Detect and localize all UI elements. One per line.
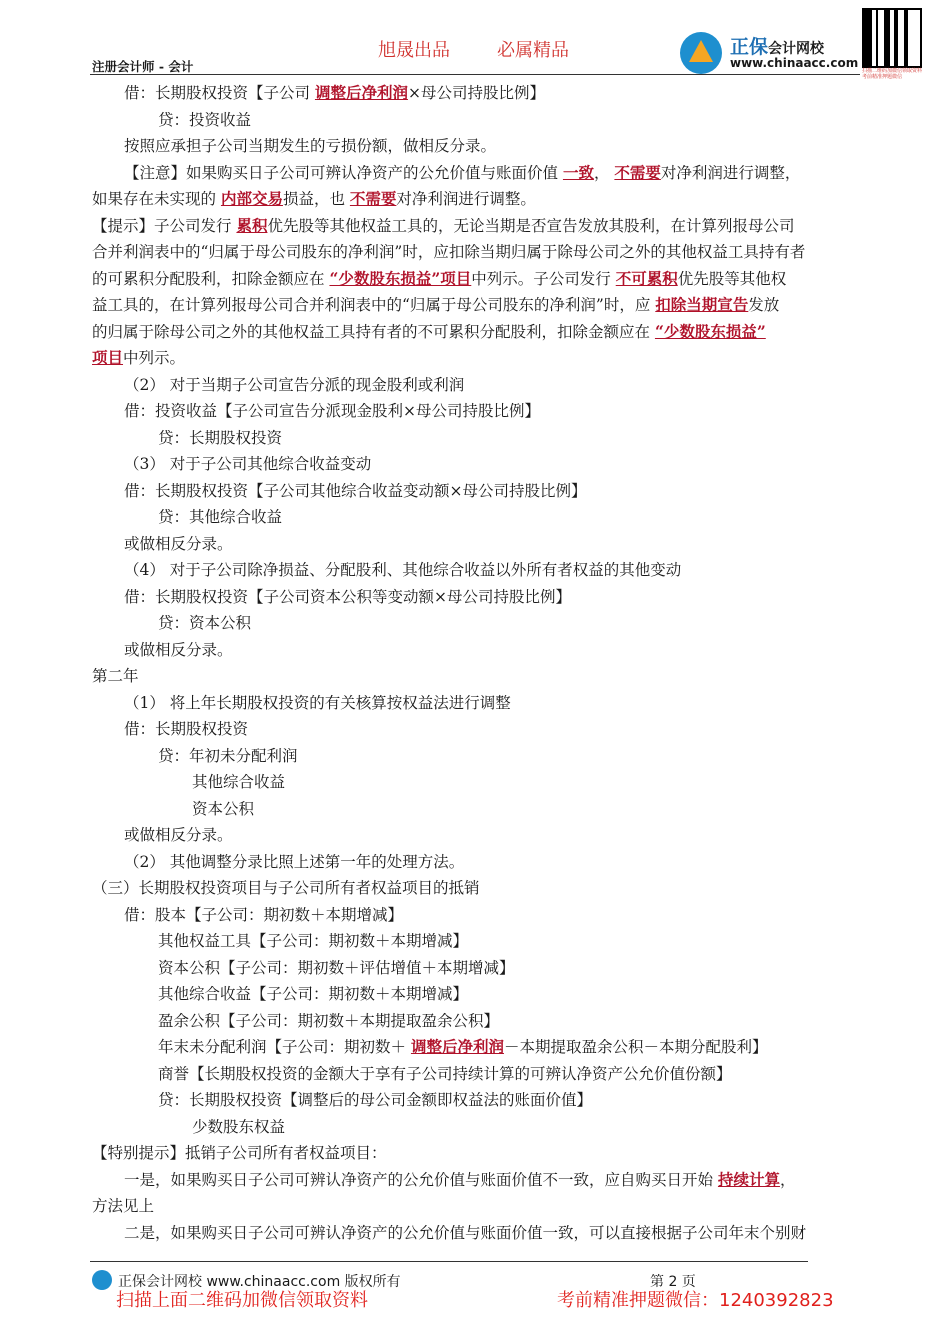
text-segment: 借：长期股权投资【子公司资本公积等变动额×母公司持股比例】	[124, 587, 571, 606]
logo-icon	[680, 32, 722, 74]
text-line	[92, 504, 862, 531]
text-line	[92, 796, 862, 823]
highlighted-term: “少数股东损益”	[654, 321, 766, 341]
text-line	[92, 531, 862, 558]
text-segment: 优先股等其他权	[677, 269, 787, 288]
text-segment: 对净利润进行调整，	[660, 163, 801, 182]
text-segment: 商誉【长期股权投资的金额大于享有子公司持续计算的可辨认净资产公允价值份额】	[158, 1064, 732, 1083]
footer-copyright: 正保会计网校 www.chinaacc.com 版权所有	[118, 1274, 401, 1290]
text-segment: 优先股等其他权益工具的，无论当期是否宣告发放其股利，在计算列报母公司	[267, 216, 795, 235]
text-segment: （3） 对于子公司其他综合收益变动	[124, 455, 372, 473]
text-segment: 损益，也	[282, 190, 350, 208]
text-line	[92, 875, 862, 902]
text-line	[92, 1140, 862, 1167]
logo-name: 正保会计网校	[730, 36, 825, 58]
text-segment: 贷：长期股权投资【调整后的母公司金额即权益法的账面价值】	[158, 1091, 593, 1109]
text-segment: 或做相反分录。	[124, 826, 233, 844]
text-line	[92, 1061, 862, 1088]
text-line	[92, 372, 862, 399]
text-segment: 或做相反分录。	[124, 534, 233, 553]
text-line	[92, 1167, 862, 1194]
text-line	[92, 319, 862, 346]
footer-logo-icon	[92, 1270, 112, 1290]
text-line	[92, 743, 862, 770]
highlighted-term: “少数股东损益”项目	[329, 268, 472, 288]
text-segment: 益工具的，在计算列报母公司合并利润表中的“归属于母公司股东的净利润”时，应	[92, 296, 656, 314]
text-line	[92, 266, 862, 293]
text-line	[92, 425, 862, 452]
text-line	[92, 239, 862, 266]
text-segment: 借：股本【子公司：期初数＋本期增减】	[124, 905, 404, 924]
text-segment: 发放	[748, 296, 780, 314]
text-segment: 借：投资收益【子公司宣告分派现金股利×母公司持股比例】	[124, 402, 540, 420]
text-line	[92, 1008, 862, 1035]
text-line	[92, 902, 862, 929]
text-line	[92, 186, 862, 213]
qr-code-icon	[862, 8, 922, 68]
text-line	[92, 478, 862, 505]
text-line	[92, 133, 862, 160]
highlighted-term: 持续计算	[717, 1169, 780, 1189]
text-segment: 贷：投资收益	[158, 110, 252, 129]
text-line	[92, 1220, 862, 1247]
highlighted-term: 不可累积	[615, 268, 678, 288]
text-segment: （三）长期股权投资项目与子公司所有者权益项目的抵销	[92, 879, 480, 897]
text-line	[92, 637, 862, 664]
highlighted-term: 一致	[562, 162, 594, 182]
text-segment: ×母公司持股比例】	[407, 84, 545, 102]
text-line	[92, 955, 862, 982]
highlighted-term: 扣除当期宣告	[655, 295, 749, 314]
text-segment: （2） 其他调整分录比照上述第一年的处理方法。	[124, 852, 465, 871]
text-line	[92, 769, 862, 796]
text-segment: 贷：资本公积	[158, 614, 252, 632]
text-segment: 年末未分配利润【子公司：期初数＋	[158, 1038, 411, 1056]
promo-left: 扫描上面二维码加微信领取资料	[116, 1290, 368, 1311]
text-line	[92, 716, 862, 743]
text-line	[92, 584, 862, 611]
text-segment: ，	[779, 1170, 796, 1189]
document-body	[92, 80, 862, 1246]
text-segment: －本期提取盈余公积－本期分配股利】	[503, 1038, 768, 1056]
highlighted-term: 调整后净利润	[410, 1037, 504, 1056]
text-segment: 借：长期股权投资【子公司	[124, 84, 315, 102]
text-segment: 【提示】子公司发行	[92, 216, 237, 235]
text-segment: 贷：其他综合收益	[158, 508, 283, 526]
text-segment: 中列示。	[123, 349, 186, 367]
text-line	[92, 690, 862, 717]
text-line	[92, 292, 862, 319]
text-segment: ，	[593, 163, 615, 182]
text-segment: 对净利润进行调整。	[396, 190, 536, 208]
text-segment: 的可累积分配股利，扣除金额应在	[92, 269, 330, 288]
text-segment: 贷：年初未分配利润	[158, 746, 298, 765]
text-segment: 第二年	[92, 667, 139, 685]
text-line	[92, 928, 862, 955]
promo-right: 考前精准押题微信：1240392823	[557, 1290, 834, 1311]
text-segment: 按照应承担子公司当期发生的亏损份额，做相反分录。	[124, 137, 497, 155]
text-line	[92, 451, 862, 478]
text-line	[92, 213, 862, 240]
text-segment: 的归属于除母公司之外的其他权益工具持有者的不可累积分配股利，扣除金额应在	[92, 322, 655, 341]
header-divider	[90, 74, 860, 75]
text-segment: 其他权益工具【子公司：期初数＋本期增减】	[158, 932, 469, 950]
highlighted-term: 累积	[236, 215, 268, 235]
text-segment: （4） 对于子公司除净损益、分配股利、其他综合收益以外所有者权益的其他变动	[124, 561, 682, 579]
text-line	[92, 1193, 862, 1220]
highlighted-term: 不需要	[349, 189, 397, 208]
text-line	[92, 1087, 862, 1114]
text-line	[92, 981, 862, 1008]
text-line	[92, 849, 862, 876]
highlighted-term: 调整后净利润	[314, 83, 408, 102]
text-line	[92, 80, 862, 107]
text-line	[92, 610, 862, 637]
course-title: 注册会计师 - 会计	[92, 59, 194, 74]
text-segment: 【特别提示】抵销子公司所有者权益项目：	[92, 1144, 387, 1162]
text-segment: 其他综合收益	[192, 773, 286, 791]
text-line	[92, 398, 862, 425]
text-segment: 【注意】如果购买日子公司可辨认净资产的公允价值与账面价值	[124, 163, 563, 182]
text-segment: 合并利润表中的“归属于母公司股东的净利润”时，应扣除当期归属于除母公司之外的其他权益工具持有者	[92, 243, 806, 261]
text-segment: 借：长期股权投资	[124, 720, 249, 738]
text-segment: 方法见上	[92, 1197, 155, 1215]
text-segment: 少数股东权益	[192, 1117, 286, 1136]
text-segment: 如果存在未实现的	[92, 190, 221, 208]
text-segment: 一是，如果购买日子公司可辨认净资产的公允价值与账面价值不一致，应自购买日开始	[124, 1170, 718, 1189]
text-segment: 或做相反分录。	[124, 640, 233, 659]
text-segment: 中列示。子公司发行	[471, 269, 616, 288]
text-line	[92, 822, 862, 849]
text-line	[92, 107, 862, 134]
text-line	[92, 1114, 862, 1141]
text-segment: 二是，如果购买日子公司可辨认净资产的公允价值与账面价值一致，可以直接根据子公司年末个别财	[124, 1223, 807, 1242]
text-line	[92, 345, 862, 372]
text-segment: 借：长期股权投资【子公司其他综合收益变动额×母公司持股比例】	[124, 481, 587, 500]
highlighted-term: 内部交易	[220, 189, 283, 208]
text-line	[92, 663, 862, 690]
text-segment: （2） 对于当期子公司宣告分派的现金股利或利润	[124, 375, 465, 394]
highlighted-term: 项目	[92, 348, 124, 367]
logo-url: www.chinaacc.com	[730, 56, 859, 70]
brand-right: 必属精品	[497, 40, 569, 61]
text-line	[92, 160, 862, 187]
qr-note: 扫描二维码加微信领取资料 考前精准押题微信	[862, 68, 923, 80]
qr-code	[862, 8, 926, 88]
text-line	[92, 557, 862, 584]
text-segment: 贷：长期股权投资	[158, 428, 283, 447]
footer-divider	[90, 1261, 808, 1262]
text-segment: 资本公积	[192, 799, 255, 818]
text-segment: 资本公积【子公司：期初数＋评估增值＋本期增减】	[158, 958, 515, 977]
highlighted-term: 不需要	[614, 162, 661, 182]
text-segment: （1） 将上年长期股权投资的有关核算按权益法进行调整	[124, 693, 511, 712]
text-line	[92, 1034, 862, 1061]
text-segment: 盈余公积【子公司：期初数＋本期提取盈余公积】	[158, 1011, 500, 1030]
brand-left: 旭晟出品	[378, 40, 450, 61]
text-segment: 其他综合收益【子公司：期初数＋本期增减】	[158, 985, 469, 1003]
page-number: 第 2 页	[650, 1274, 696, 1290]
chinaacc-logo[interactable]	[680, 28, 860, 78]
